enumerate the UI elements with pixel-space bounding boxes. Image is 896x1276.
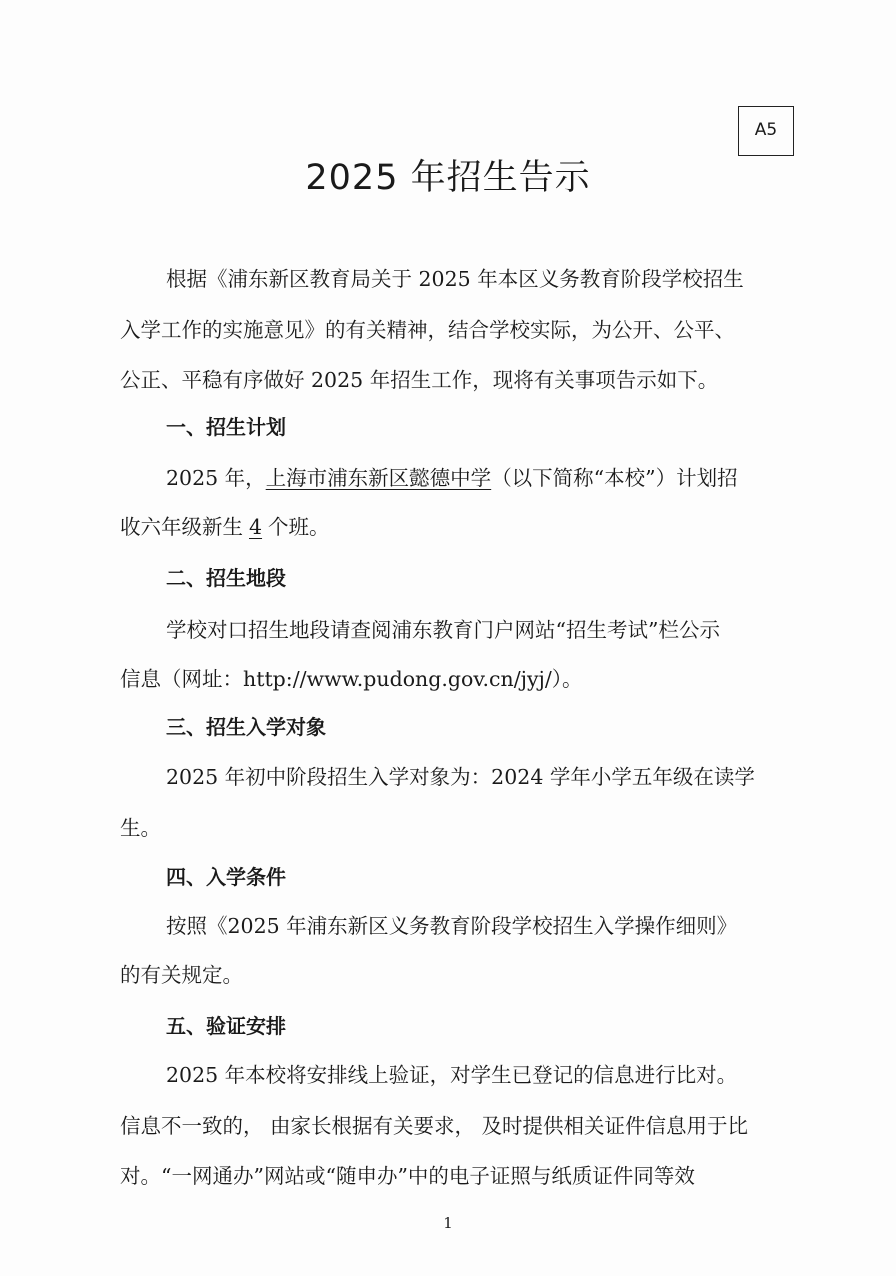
conditions-line-2: 的有关规定。 [120, 963, 243, 987]
section-heading-zone: 二、招生地段 [166, 566, 286, 590]
section-heading-plan: 一、招生计划 [166, 415, 286, 439]
section-heading-target: 三、招生入学对象 [166, 715, 326, 739]
verification-line-3: 对。“一网通办”网站或“随申办”中的电子证照与纸质证件同等效 [120, 1164, 695, 1188]
verification-line-2: 信息不一致的， 由家长根据有关要求， 及时提供相关证件信息用于比 [120, 1114, 749, 1138]
school-name: 上海市浦东新区懿德中学 [265, 466, 492, 490]
plan-line-2 [120, 512, 330, 542]
intro-line-2: 入学工作的实施意见》的有关精神，结合学校实际，为公开、公平、 [120, 318, 735, 342]
conditions-line-1: 按照《2025 年浦东新区义务教育阶段学校招生入学操作细则》 [166, 914, 738, 938]
document-code-badge: A5 [738, 106, 794, 156]
plan-year-text: 2025 年， [166, 466, 266, 490]
intro-line-3: 公正、平稳有序做好 2025 年招生工作，现将有关事项告示如下。 [120, 368, 719, 392]
target-line-1: 2025 年初中阶段招生入学对象为：2024 学年小学五年级在读学 [166, 765, 755, 789]
zone-line-2: 信息（网址：http://www.pudong.gov.cn/jyj/）。 [120, 667, 583, 691]
section-heading-conditions: 四、入学条件 [166, 865, 286, 889]
plan-line-1-rest: （以下简称“本校”）计划招 [491, 466, 738, 490]
intro-line-1: 根据《浦东新区教育局关于 2025 年本区义务教育阶段学校招生 [166, 267, 744, 291]
plan-line-2-start: 收六年级新生 [120, 515, 243, 539]
page-number: 1 [443, 1214, 453, 1232]
page-title: 2025 年招生告示 [305, 158, 591, 198]
class-count: 4 [249, 515, 263, 539]
target-line-2: 生。 [120, 816, 161, 840]
plan-line-1 [166, 463, 738, 493]
section-heading-verification: 五、验证安排 [166, 1014, 286, 1038]
zone-line-1: 学校对口招生地段请查阅浦东教育门户网站“招生考试”栏公示 [166, 618, 720, 642]
plan-line-2-end: 个班。 [268, 515, 330, 539]
verification-line-1: 2025 年本校将安排线上验证，对学生已登记的信息进行比对。 [166, 1063, 738, 1087]
